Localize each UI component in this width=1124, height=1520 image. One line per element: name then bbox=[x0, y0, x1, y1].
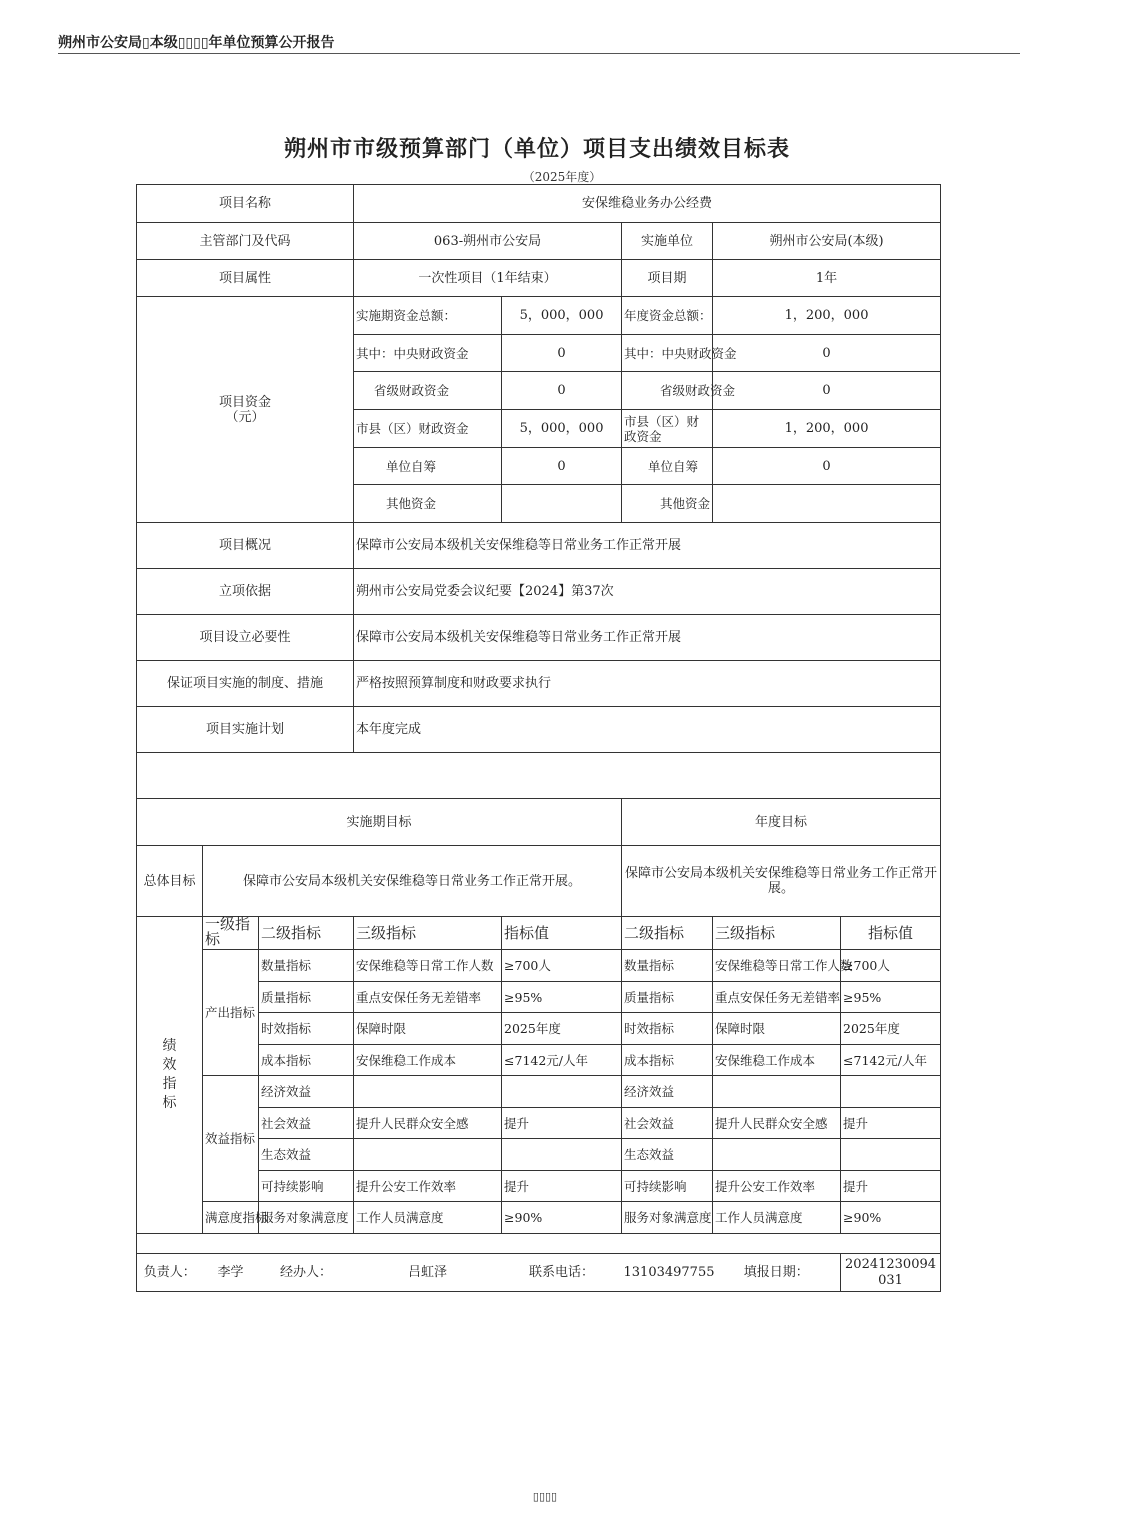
level3: 工作人员满意度 bbox=[354, 1202, 502, 1234]
overview-value: 朔州市公安局党委会议纪要【2024】第37次 bbox=[354, 569, 941, 615]
indicator-value bbox=[502, 1139, 622, 1171]
level2-annual: 成本指标 bbox=[622, 1045, 713, 1076]
level2: 质量指标 bbox=[259, 982, 354, 1013]
fund-label-annual: 年度资金总额： bbox=[622, 297, 713, 335]
indicator-value: ≥95% bbox=[502, 982, 622, 1013]
attr-value: 一次性项目（1年结束） bbox=[354, 260, 622, 297]
fund-value-annual: 0 bbox=[713, 335, 941, 372]
fund-label-period: 省级财政资金 bbox=[354, 372, 502, 410]
level2-annual: 经济效益 bbox=[622, 1076, 713, 1108]
phone-label: 联系电话： bbox=[502, 1254, 622, 1292]
report-date: 20241230094031 bbox=[841, 1254, 941, 1292]
fund-label-period: 单位自筹 bbox=[354, 448, 502, 485]
level3 bbox=[354, 1076, 502, 1108]
unit-label: 实施单位 bbox=[622, 223, 713, 260]
indicator-value-annual bbox=[841, 1076, 941, 1108]
fund-value-period: 0 bbox=[502, 372, 622, 410]
level3: 安保维稳工作成本 bbox=[354, 1045, 502, 1076]
period-goal-header: 实施期目标 bbox=[137, 799, 622, 846]
indicator-value-annual: ≤7142元/人年 bbox=[841, 1045, 941, 1076]
header-rule bbox=[58, 53, 1020, 54]
indicator-value: 2025年度 bbox=[502, 1013, 622, 1045]
level1-satisfaction: 满意度指标 bbox=[203, 1202, 259, 1234]
level2-annual: 社会效益 bbox=[622, 1108, 713, 1139]
level2: 时效指标 bbox=[259, 1013, 354, 1045]
level3: 提升公安工作效率 bbox=[354, 1171, 502, 1202]
indicator-value: 提升 bbox=[502, 1108, 622, 1139]
fund-row bbox=[137, 297, 941, 335]
handler-label: 经办人： bbox=[259, 1254, 354, 1292]
overview-row bbox=[137, 661, 941, 707]
fund-label-annual: 市县（区）财政资金 bbox=[622, 410, 713, 448]
level1-benefit: 效益指标 bbox=[203, 1076, 259, 1202]
fund-label-period: 市县（区）财政资金 bbox=[354, 410, 502, 448]
overview-value: 本年度完成 bbox=[354, 707, 941, 753]
level2-annual: 可持续影响 bbox=[622, 1171, 713, 1202]
project-name-label: 项目名称 bbox=[137, 185, 354, 223]
report-header: 朔州市公安局▯本级▯▯▯▯年单位预算公开报告 bbox=[58, 35, 335, 51]
row-department bbox=[137, 223, 941, 260]
period-goal-text: 保障市公安局本级机关安保维稳等日常业务工作正常开展。 bbox=[203, 846, 622, 917]
attr-label: 项目属性 bbox=[137, 260, 354, 297]
indicator-value: ≥700人 bbox=[502, 950, 622, 982]
fund-value-annual: 1，200，000 bbox=[713, 297, 941, 335]
level3: 安保维稳等日常工作人数 bbox=[354, 950, 502, 982]
page-title: 朔州市市级预算部门（单位）项目支出绩效目标表 bbox=[283, 136, 790, 162]
fund-label-period: 实施期资金总额： bbox=[354, 297, 502, 335]
page-subtitle: （2025年度） bbox=[522, 170, 602, 184]
overview-label: 项目设立必要性 bbox=[137, 615, 354, 661]
goal-header-row bbox=[137, 799, 941, 846]
owner-name: 李学 bbox=[203, 1254, 259, 1292]
level3: 保障时限 bbox=[354, 1013, 502, 1045]
unit-value: 朔州市公安局(本级) bbox=[713, 223, 941, 260]
level2-annual: 服务对象满意度 bbox=[622, 1202, 713, 1234]
overall-goal-row bbox=[137, 846, 941, 917]
indicator-value: ≤7142元/人年 bbox=[502, 1045, 622, 1076]
annual-goal-header: 年度目标 bbox=[622, 799, 941, 846]
phone-number: 13103497755 bbox=[622, 1254, 713, 1292]
owner-label: 负责人： bbox=[137, 1254, 203, 1292]
header-level1: 一级指标 bbox=[203, 917, 259, 950]
row-attribute bbox=[137, 260, 941, 297]
indicator-value-annual: 提升 bbox=[841, 1171, 941, 1202]
project-name-value: 安保维稳业务办公经费 bbox=[354, 185, 941, 223]
indicator-value-annual: ≥95% bbox=[841, 982, 941, 1013]
indicator-value: ≥90% bbox=[502, 1202, 622, 1234]
level3: 重点安保任务无差错率 bbox=[354, 982, 502, 1013]
page-number: ▯▯▯▯ bbox=[532, 1490, 558, 1503]
performance-target-table bbox=[136, 184, 941, 1292]
date-label: 填报日期： bbox=[713, 1254, 841, 1292]
overview-row bbox=[137, 615, 941, 661]
level3-annual: 重点安保任务无差错率 bbox=[713, 982, 841, 1013]
header-value: 指标值 bbox=[502, 917, 622, 950]
overview-label: 项目概况 bbox=[137, 523, 354, 569]
indicator-value-annual: ≥90% bbox=[841, 1202, 941, 1234]
funds-label-text: 项目资金 （元） bbox=[219, 394, 272, 425]
level3-annual: 提升人民群众安全感 bbox=[713, 1108, 841, 1139]
level3-annual bbox=[713, 1139, 841, 1171]
header-level2: 二级指标 bbox=[259, 917, 354, 950]
level3-annual: 提升公安工作效率 bbox=[713, 1171, 841, 1202]
indicator-value: 提升 bbox=[502, 1171, 622, 1202]
spacer-cell bbox=[137, 753, 941, 799]
level2-annual: 时效指标 bbox=[622, 1013, 713, 1045]
level2: 生态效益 bbox=[259, 1139, 354, 1171]
overview-row bbox=[137, 707, 941, 753]
indicator-side-text: 绩效指标 bbox=[162, 1038, 177, 1111]
level2: 经济效益 bbox=[259, 1076, 354, 1108]
fund-value-annual: 0 bbox=[713, 448, 941, 485]
level3-annual: 保障时限 bbox=[713, 1013, 841, 1045]
indicator-row bbox=[137, 1076, 941, 1108]
level2-annual: 生态效益 bbox=[622, 1139, 713, 1171]
indicator-value-annual: 2025年度 bbox=[841, 1013, 941, 1045]
fund-value-annual bbox=[713, 485, 941, 523]
overview-value: 严格按照预算制度和财政要求执行 bbox=[354, 661, 941, 707]
indicator-row bbox=[137, 950, 941, 982]
indicator-value-annual: ≥700人 bbox=[841, 950, 941, 982]
fund-label-annual: 单位自筹 bbox=[622, 448, 713, 485]
fund-value-annual: 1，200，000 bbox=[713, 410, 941, 448]
level2: 社会效益 bbox=[259, 1108, 354, 1139]
spacer-row bbox=[137, 1234, 941, 1254]
signoff-row bbox=[137, 1254, 941, 1292]
fund-label-annual: 其中：中央财政资金 bbox=[622, 335, 713, 372]
dept-value: 063-朔州市公安局 bbox=[354, 223, 622, 260]
header-level3: 三级指标 bbox=[354, 917, 502, 950]
dept-label: 主管部门及代码 bbox=[137, 223, 354, 260]
spacer-cell bbox=[137, 1234, 941, 1254]
level3-annual bbox=[713, 1076, 841, 1108]
funds-label bbox=[137, 297, 354, 523]
spacer-row bbox=[137, 753, 941, 799]
level2-annual: 质量指标 bbox=[622, 982, 713, 1013]
fund-value-period: 0 bbox=[502, 448, 622, 485]
indicator-value-annual bbox=[841, 1139, 941, 1171]
overview-label: 立项依据 bbox=[137, 569, 354, 615]
fund-label-period: 其中：中央财政资金 bbox=[354, 335, 502, 372]
indicator-row bbox=[137, 1202, 941, 1234]
level2: 数量指标 bbox=[259, 950, 354, 982]
overall-goal-label: 总体目标 bbox=[137, 846, 203, 917]
period-value: 1年 bbox=[713, 260, 941, 297]
header-level3-annual: 三级指标 bbox=[713, 917, 841, 950]
level2: 成本指标 bbox=[259, 1045, 354, 1076]
handler-name: 吕虹泽 bbox=[354, 1254, 502, 1292]
fund-value-annual: 0 bbox=[713, 372, 941, 410]
overview-row bbox=[137, 569, 941, 615]
level3-annual: 安保维稳工作成本 bbox=[713, 1045, 841, 1076]
period-label: 项目期 bbox=[622, 260, 713, 297]
level3 bbox=[354, 1139, 502, 1171]
overview-label: 项目实施计划 bbox=[137, 707, 354, 753]
overview-label: 保证项目实施的制度、措施 bbox=[137, 661, 354, 707]
overview-value: 保障市公安局本级机关安保维稳等日常业务工作正常开展 bbox=[354, 615, 941, 661]
level2-annual: 数量指标 bbox=[622, 950, 713, 982]
fund-value-period: 5，000，000 bbox=[502, 297, 622, 335]
overview-row bbox=[137, 523, 941, 569]
indicator-side-label bbox=[137, 917, 203, 1234]
level2: 服务对象满意度 bbox=[259, 1202, 354, 1234]
fund-label-annual: 省级财政资金 bbox=[622, 372, 713, 410]
level3-annual: 安保维稳等日常工作人数 bbox=[713, 950, 841, 982]
fund-label-period: 其他资金 bbox=[354, 485, 502, 523]
fund-label-annual: 其他资金 bbox=[622, 485, 713, 523]
fund-value-period: 5，000，000 bbox=[502, 410, 622, 448]
header-value-annual: 指标值 bbox=[841, 917, 941, 950]
fund-value-period bbox=[502, 485, 622, 523]
row-project-name bbox=[137, 185, 941, 223]
indicator-value bbox=[502, 1076, 622, 1108]
annual-goal-text: 保障市公安局本级机关安保维稳等日常业务工作正常开展。 bbox=[622, 846, 941, 917]
fund-value-period: 0 bbox=[502, 335, 622, 372]
header-level2-annual: 二级指标 bbox=[622, 917, 713, 950]
overview-value: 保障市公安局本级机关安保维稳等日常业务工作正常开展 bbox=[354, 523, 941, 569]
indicator-value-annual: 提升 bbox=[841, 1108, 941, 1139]
level3: 提升人民群众安全感 bbox=[354, 1108, 502, 1139]
level1-output: 产出指标 bbox=[203, 950, 259, 1076]
level2: 可持续影响 bbox=[259, 1171, 354, 1202]
level3-annual: 工作人员满意度 bbox=[713, 1202, 841, 1234]
indicator-header-row bbox=[137, 917, 941, 950]
